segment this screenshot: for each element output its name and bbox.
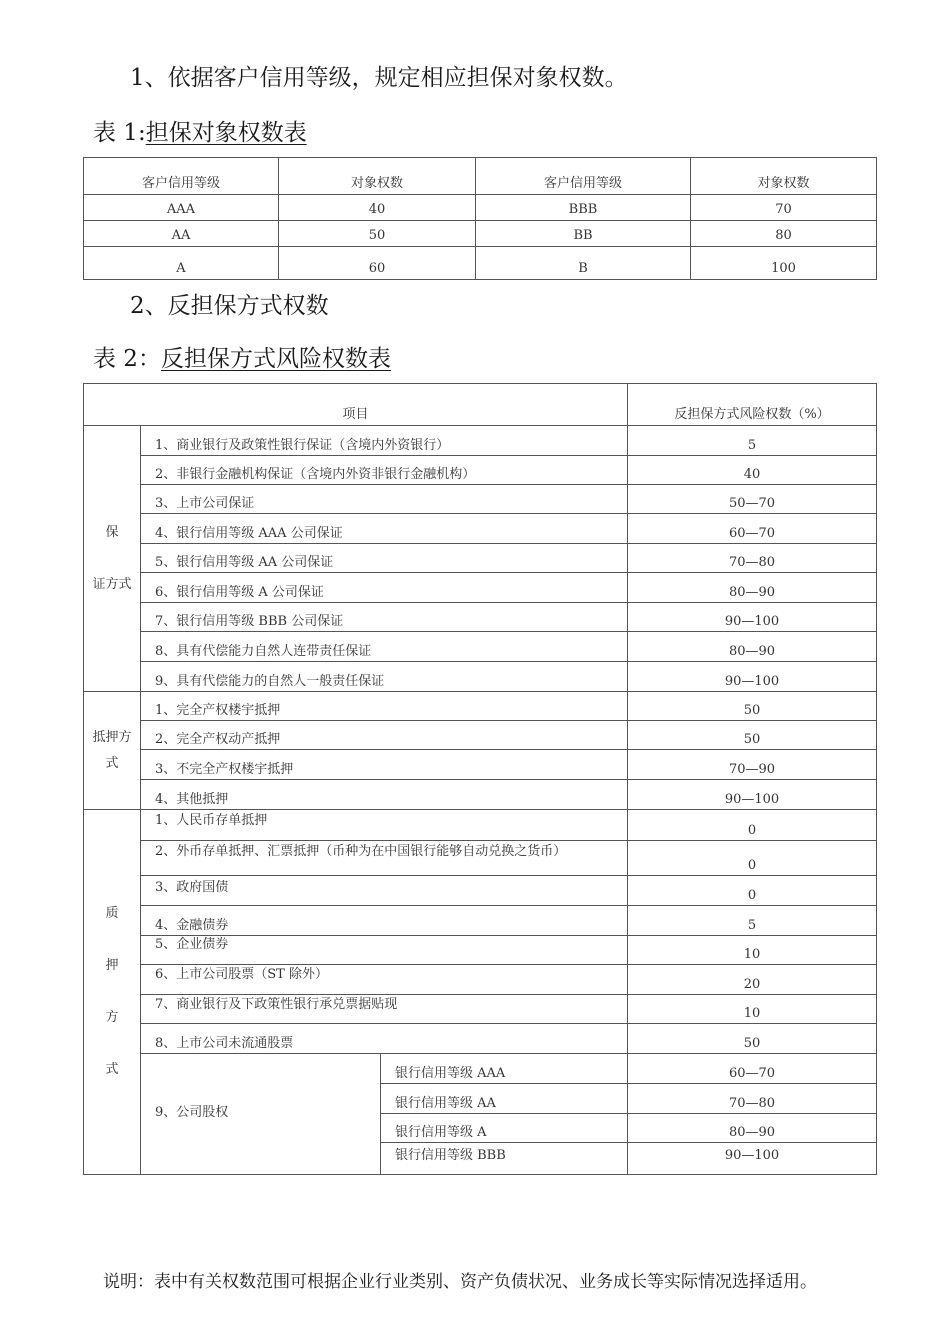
weight-cell: 80—90: [628, 632, 877, 662]
weight-cell: 10: [628, 995, 877, 1024]
item-cell: 9、具有代偿能力的自然人一般责任保证: [141, 662, 628, 692]
table-row: [84, 221, 877, 247]
weight-cell: 50: [628, 1024, 877, 1054]
table1-caption-title: 担保对象权数表: [145, 120, 307, 146]
table-row: [84, 573, 877, 603]
table-row: [84, 841, 877, 876]
table-cell: 80: [691, 221, 877, 247]
table-cell: 50: [279, 221, 476, 247]
table-row: [84, 750, 877, 780]
table-row: [84, 965, 877, 995]
table-row: [84, 544, 877, 573]
weight-cell: 5: [628, 426, 877, 456]
item-cell: 8、具有代偿能力自然人连带责任保证: [141, 632, 628, 662]
category-line: 抵押方: [92, 729, 132, 745]
weight-cell: 0: [628, 810, 877, 841]
table-header-row: [84, 384, 877, 426]
weight-cell: 50—70: [628, 485, 877, 514]
item-cell: 4、金融债券: [141, 906, 628, 936]
footnote: 说明：表中有关权数范围可根据企业行业类别、资产负债状况、业务成长等实际情况选择适用。: [103, 1272, 817, 1292]
item-cell: 8、上市公司未流通股票: [141, 1024, 628, 1054]
sub-item-cell: 银行信用等级 BBB: [381, 1143, 628, 1175]
table2-caption: [93, 340, 391, 373]
category-char: 质: [105, 906, 119, 921]
item-cell: 7、银行信用等级 BBB 公司保证: [141, 603, 628, 632]
table-cell: AA: [84, 221, 279, 247]
item-cell: 3、上市公司保证: [141, 485, 628, 514]
table-row: [84, 247, 877, 280]
category-pledge: [84, 810, 141, 1175]
table-row: [84, 936, 877, 965]
header-cell: 客户信用等级: [84, 158, 279, 195]
table-cell: BB: [476, 221, 691, 247]
table-row: [84, 721, 877, 750]
table-cell: BBB: [476, 195, 691, 221]
category-char: 方: [105, 1010, 119, 1025]
item-cell: 7、商业银行及下政策性银行承兑票据贴现: [141, 995, 628, 1024]
section-heading-1: 1、依据客户信用等级，规定相应担保对象权数。: [130, 65, 628, 91]
table-row: [84, 662, 877, 692]
category-mortgage: [84, 692, 141, 810]
table-row: [84, 1024, 877, 1054]
weight-cell: 70—80: [628, 544, 877, 573]
guarantee-object-weight-table: [83, 157, 877, 280]
table-row: [84, 810, 877, 841]
weight-cell: 80—90: [628, 1114, 877, 1143]
category-line: 证方式: [92, 576, 132, 592]
table-cell: AAA: [84, 195, 279, 221]
header-weight: 反担保方式风险权数（%）: [628, 384, 877, 426]
item-cell: 2、非银行金融机构保证（含境内外资非银行金融机构）: [141, 456, 628, 485]
sub-item-cell: 银行信用等级 A: [381, 1114, 628, 1143]
header-cell: 对象权数: [279, 158, 476, 195]
header-cell: 对象权数: [691, 158, 877, 195]
table1-caption-prefix: 表 1:: [93, 120, 146, 146]
weight-cell: 70—80: [628, 1084, 877, 1114]
table-cell: 100: [691, 247, 877, 280]
category-line: 保: [105, 524, 119, 540]
category-char: 式: [105, 1062, 119, 1077]
item-cell: 4、银行信用等级 AAA 公司保证: [141, 514, 628, 544]
table-cell: A: [84, 247, 279, 280]
table1-caption: [93, 114, 307, 147]
item-cell: 3、不完全产权楼宇抵押: [141, 750, 628, 780]
weight-cell: 5: [628, 906, 877, 936]
item-cell: 6、银行信用等级 A 公司保证: [141, 573, 628, 603]
table-row: [84, 780, 877, 810]
item-cell-equity: 9、公司股权: [141, 1054, 381, 1175]
table-cell: B: [476, 247, 691, 280]
table2-caption-title: 反担保方式风险权数表: [160, 346, 391, 372]
item-cell: 5、企业债券: [141, 936, 628, 965]
item-cell: 1、商业银行及政策性银行保证（含境内外资银行）: [141, 426, 628, 456]
category-line: 式: [105, 755, 119, 771]
weight-cell: 10: [628, 936, 877, 965]
table-row: [84, 906, 877, 936]
table-row: [84, 514, 877, 544]
weight-cell: 50: [628, 692, 877, 721]
weight-cell: 90—100: [628, 780, 877, 810]
item-cell: 3、政府国债: [141, 876, 628, 906]
table-row: [84, 456, 877, 485]
item-cell: 1、完全产权楼宇抵押: [141, 692, 628, 721]
table-row: [84, 876, 877, 906]
weight-cell: 0: [628, 841, 877, 876]
table-row: [84, 632, 877, 662]
category-char: 押: [105, 958, 119, 973]
weight-cell: 20: [628, 965, 877, 995]
weight-cell: 90—100: [628, 603, 877, 632]
item-cell: 1、人民币存单抵押: [141, 810, 628, 841]
weight-cell: 40: [628, 456, 877, 485]
weight-cell: 50: [628, 721, 877, 750]
item-cell: 6、上市公司股票（ST 除外）: [141, 965, 628, 995]
category-guarantee: [84, 426, 141, 692]
table-row: [84, 195, 877, 221]
item-cell: 4、其他抵押: [141, 780, 628, 810]
table-cell: 40: [279, 195, 476, 221]
weight-cell: 80—90: [628, 573, 877, 603]
weight-cell: 90—100: [628, 662, 877, 692]
sub-item-cell: 银行信用等级 AA: [381, 1084, 628, 1114]
weight-cell: 60—70: [628, 514, 877, 544]
table-row: [84, 995, 877, 1024]
section-heading-2: 2、反担保方式权数: [130, 293, 329, 319]
table-row: [84, 692, 877, 721]
table-row: [84, 485, 877, 514]
table-header-row: [84, 158, 877, 195]
header-item: 项目: [84, 384, 628, 426]
table-row: [84, 426, 877, 456]
weight-cell: 0: [628, 876, 877, 906]
item-cell: 2、完全产权动产抵押: [141, 721, 628, 750]
counter-guarantee-risk-weight-table: [83, 383, 877, 1175]
header-cell: 客户信用等级: [476, 158, 691, 195]
table2-caption-prefix: 表 2：: [93, 346, 161, 372]
weight-cell: 60—70: [628, 1054, 877, 1084]
item-cell: 5、银行信用等级 AA 公司保证: [141, 544, 628, 573]
weight-cell: 90—100: [628, 1143, 877, 1175]
table-cell: 60: [279, 247, 476, 280]
table-cell: 70: [691, 195, 877, 221]
table-row: [84, 1054, 877, 1084]
table-row: [84, 603, 877, 632]
item-cell: 2、外币存单抵押、汇票抵押（币种为在中国银行能够自动兑换之货币）: [141, 841, 628, 876]
sub-item-cell: 银行信用等级 AAA: [381, 1054, 628, 1084]
weight-cell: 70—90: [628, 750, 877, 780]
